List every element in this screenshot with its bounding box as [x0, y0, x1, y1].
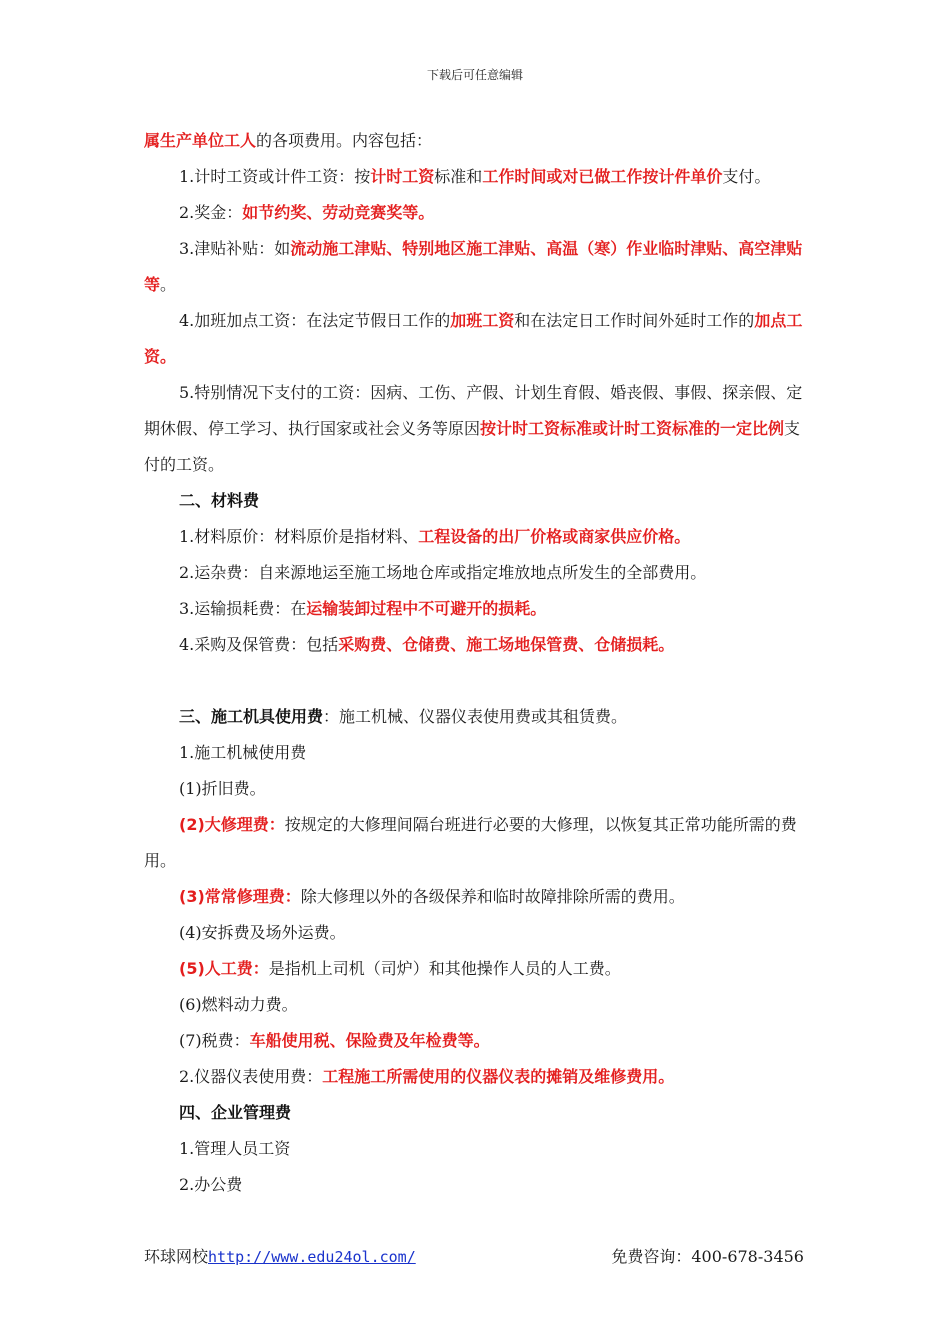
- body-text: 。: [160, 275, 177, 294]
- highlight-text: 加点工资。: [144, 311, 803, 366]
- paragraph: [144, 375, 806, 483]
- paragraph: [144, 483, 806, 519]
- body-text: 1.计时工资或计件工资：按: [179, 167, 371, 186]
- paragraph: [144, 879, 806, 915]
- body-text: 1.管理人员工资: [179, 1139, 291, 1158]
- body-text: 4.加班加点工资：在法定节假日工作的: [179, 311, 451, 330]
- paragraph: [144, 1095, 806, 1131]
- highlight-text: (5)人工费：: [179, 959, 269, 978]
- paragraph: [144, 1167, 806, 1203]
- paragraph: [144, 159, 806, 195]
- body-text: 2.仪器仪表使用费：: [179, 1067, 323, 1086]
- highlight-text: 流动施工津贴、特别地区施工津贴、高温（寒）作业临时津贴、高空津贴等: [144, 239, 803, 294]
- paragraph: [144, 807, 806, 879]
- footer-consult-phone: 免费咨询：400-678-3456: [611, 1247, 804, 1266]
- footer-website-link[interactable]: http://www.edu24ol.com/: [208, 1248, 416, 1266]
- paragraph: [144, 231, 806, 303]
- highlight-text: 工程设备的出厂价格或商家供应价格。: [418, 527, 691, 546]
- body-text: 4.采购及保管费：包括: [179, 635, 339, 654]
- paragraph: [144, 771, 806, 807]
- body-text: (7)税费：: [179, 1031, 250, 1050]
- highlight-text: 如节约奖、劳动竞赛奖等。: [242, 203, 435, 222]
- body-text: 1.材料原价：材料原价是指材料、: [179, 527, 419, 546]
- highlight-text: 车船使用税、保险费及年检费等。: [249, 1031, 490, 1050]
- paragraph: [144, 1131, 806, 1167]
- body-text: 是指机上司机（司炉）和其他操作人员的人工费。: [268, 959, 621, 978]
- body-text: 除大修理以外的各级保养和临时故障排除所需的费用。: [300, 887, 685, 906]
- body-text: 和在法定日工作时间外延时工作的: [514, 311, 755, 330]
- paragraph: [144, 591, 806, 627]
- highlight-text: (3)常常修理费：: [179, 887, 301, 906]
- document-body: [144, 123, 806, 1203]
- body-text: 5.特别情况下支付的工资：因病、工伤、产假、计划生育假、婚丧假、事假、探亲假、定期休假、停工学习、执行国家或社会义务等原因: [144, 383, 803, 438]
- footer-school-name: 环球网校: [144, 1247, 209, 1266]
- highlight-text: 工作时间或对已做工作按计件单价: [482, 167, 723, 186]
- body-text: (1)折旧费。: [179, 779, 266, 798]
- paragraph: [144, 1059, 806, 1095]
- paragraph: [144, 699, 806, 735]
- paragraph: [144, 195, 806, 231]
- highlight-text: 运输装卸过程中不可避开的损耗。: [306, 599, 547, 618]
- paragraph: [144, 519, 806, 555]
- body-text: (6)燃料动力费。: [179, 995, 298, 1014]
- paragraph: [144, 627, 806, 663]
- page-header: 下载后可任意编辑: [426, 68, 523, 82]
- paragraph: [144, 987, 806, 1023]
- body-text: 1.施工机械使用费: [179, 743, 307, 762]
- body-text: 标准和: [434, 167, 483, 186]
- paragraph: [144, 123, 806, 159]
- paragraph: [144, 303, 806, 375]
- body-text: 2.办公费: [179, 1175, 243, 1194]
- paragraph: [144, 1023, 806, 1059]
- paragraph: [144, 915, 806, 951]
- highlight-text: 加班工资: [450, 311, 515, 330]
- body-text: 的各项费用。内容包括：: [256, 131, 433, 150]
- paragraph: [144, 951, 806, 987]
- paragraph-spacer: [144, 663, 806, 699]
- body-text: 3.运输损耗费：在: [179, 599, 307, 618]
- page-footer: [144, 1244, 804, 1267]
- body-text: 支付。: [722, 167, 771, 186]
- section-heading: 四、企业管理费: [179, 1103, 292, 1122]
- highlight-text: 工程施工所需使用的仪器仪表的摊销及维修费用。: [322, 1067, 675, 1086]
- highlight-text: 属生产单位工人: [144, 131, 257, 150]
- body-text: ：施工机械、仪器仪表使用费或其租赁费。: [323, 707, 628, 726]
- body-text: 3.津贴补贴：如: [179, 239, 291, 258]
- highlight-text: 按计时工资标准或计时工资标准的一定比例: [480, 419, 785, 438]
- body-text: 按规定的大修理间隔台班进行必要的大修理，以恢复其正常功能所需的费用。: [144, 815, 797, 870]
- highlight-text: (2)大修理费：: [179, 815, 285, 834]
- body-text: 支付的工资。: [144, 419, 801, 474]
- section-heading: 二、材料费: [179, 491, 260, 510]
- body-text: 2.奖金：: [179, 203, 243, 222]
- paragraph: [144, 555, 806, 591]
- body-text: 2.运杂费：自来源地运至施工场地仓库或指定堆放地点所发生的全部费用。: [179, 563, 707, 582]
- highlight-text: 采购费、仓储费、施工场地保管费、仓储损耗。: [338, 635, 675, 654]
- footer-left: [144, 1244, 416, 1267]
- section-heading: 三、施工机具使用费: [179, 707, 324, 726]
- highlight-text: 计时工资: [370, 167, 435, 186]
- paragraph: [144, 735, 806, 771]
- body-text: (4)安拆费及场外运费。: [179, 923, 346, 942]
